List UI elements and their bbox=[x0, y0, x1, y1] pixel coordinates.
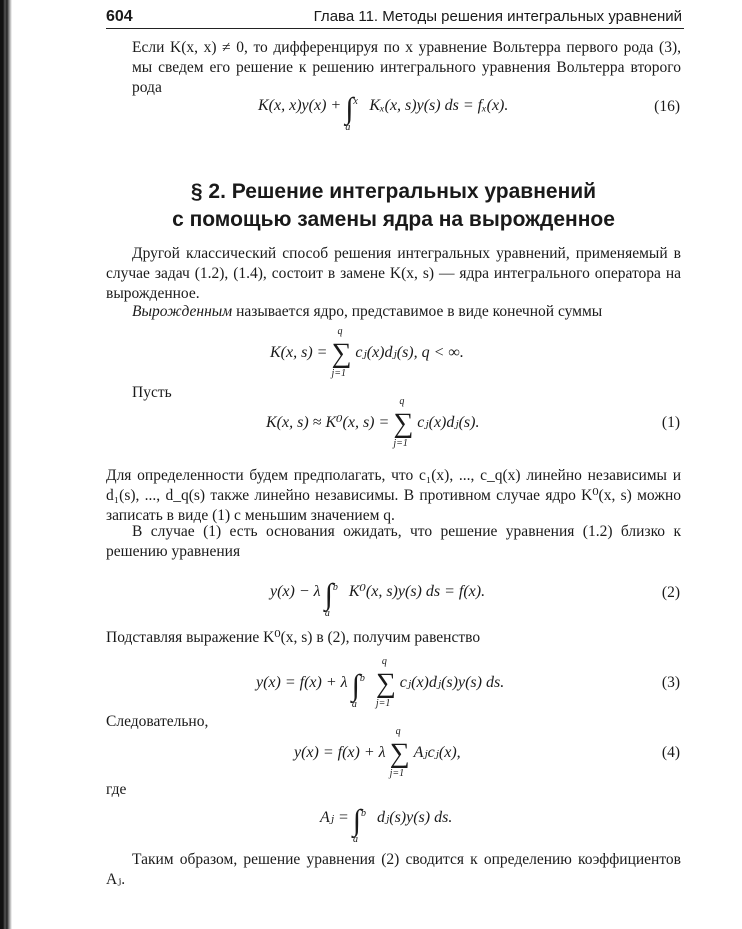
equation-16-right: Kₓ(x, s)y(s) ds = fₓ(x). bbox=[369, 97, 509, 114]
sum-lower-limit: j=1 bbox=[331, 368, 346, 379]
sum-sign: ∑ bbox=[375, 668, 396, 699]
integral-lower-limit: a bbox=[351, 699, 357, 710]
paragraph-1: Другой классический способ решения интегральных уравнений, применяемый в случае задач (1.2), (1.4), состоит в замене K(x, s) — ядра интегрального оператора на вырожденное. bbox=[106, 245, 681, 302]
equation-4 bbox=[294, 726, 461, 779]
sum-lower-limit: j=1 bbox=[375, 698, 391, 709]
equation-2-left: y(x) − λ bbox=[270, 583, 321, 600]
equation-2-right: K⁰(x, s)y(s) ds = f(x). bbox=[348, 583, 486, 600]
integral-upper-limit: b bbox=[332, 582, 338, 593]
paragraph-6: Таким образом, решение уравнения (2) сводится к определению коэффициентов Aⱼ. bbox=[106, 851, 681, 888]
integral-sign: ∫ bbox=[351, 669, 360, 702]
equation-1 bbox=[266, 396, 480, 449]
sum-sign: ∑ bbox=[393, 408, 414, 439]
sum-sign: ∑ bbox=[331, 338, 352, 369]
integral-lower-limit: a bbox=[324, 608, 330, 619]
integral-sign: ∫ bbox=[352, 804, 362, 837]
equation-number-16: (16) bbox=[654, 98, 680, 115]
book-spine-shadow bbox=[0, 0, 12, 929]
equation-1-right: cⱼ(x)dⱼ(s). bbox=[417, 414, 480, 431]
equation-4-left: y(x) = f(x) + λ bbox=[294, 744, 386, 761]
equation-number-3: (3) bbox=[661, 674, 680, 691]
integral-lower-limit: a bbox=[353, 834, 359, 845]
sum-sign: ∑ bbox=[389, 738, 410, 769]
term-degenerate: Вырожденным bbox=[132, 303, 233, 320]
sum-upper-limit: q bbox=[399, 396, 405, 407]
equation-number-1: (1) bbox=[661, 414, 680, 431]
integral-upper-limit: b bbox=[359, 673, 365, 684]
page-number: 604 bbox=[106, 8, 133, 25]
equation-3-left: y(x) = f(x) + λ bbox=[256, 674, 348, 691]
paragraph-4: В случае (1) есть основания ожидать, что решение уравнения (1.2) близко к решению уравнения bbox=[106, 523, 681, 560]
equation-1-left: K(x, s) ≈ K⁰(x, s) = bbox=[266, 414, 390, 431]
equation-a-left: K(x, s) = bbox=[270, 344, 328, 361]
integral-lower-limit: a bbox=[345, 122, 351, 133]
sum-upper-limit: q bbox=[395, 726, 401, 737]
equation-4-right: Aⱼcⱼ(x), bbox=[413, 744, 461, 761]
sum-lower-limit: j=1 bbox=[389, 768, 405, 779]
sum-lower-limit: j=1 bbox=[393, 438, 408, 449]
integral-sign: ∫ bbox=[324, 578, 333, 611]
sum-upper-limit: q bbox=[381, 656, 387, 667]
header-rule bbox=[106, 28, 684, 29]
integral-sign: ∫ bbox=[345, 92, 354, 125]
word-where: где bbox=[106, 781, 127, 798]
sum-upper-limit: q bbox=[337, 326, 343, 337]
paragraph-3: Для определенности будем предполагать, что c₁(x), ..., c_q(x) линейно независимы и d₁(s), ..., d_q(s) также линейно независимы. В противном случае ядро K⁰(x, s) можно записать в виде (1) с меньшим значением q. bbox=[106, 467, 681, 524]
equation-5 bbox=[320, 804, 453, 845]
equation-number-2: (2) bbox=[661, 584, 680, 601]
equation-degenerate-kernel bbox=[270, 326, 464, 379]
word-hence: Следовательно, bbox=[106, 713, 209, 730]
equation-3 bbox=[256, 656, 505, 710]
equation-16-left: K(x, x)y(x) + bbox=[258, 97, 342, 114]
section-title-line2: с помощью замены ядра на вырожденное bbox=[172, 208, 615, 231]
integral-upper-limit: b bbox=[361, 808, 367, 819]
section-title-line1: § 2. Решение интегральных уравнений bbox=[190, 180, 597, 203]
equation-2 bbox=[270, 578, 486, 619]
equation-number-4: (4) bbox=[661, 744, 680, 761]
equation-5-right: dⱼ(s)y(s) ds. bbox=[377, 809, 453, 826]
paragraph-2 bbox=[106, 302, 681, 322]
equation-16 bbox=[258, 92, 509, 133]
paragraph-5: Подставляя выражение K⁰(x, s) в (2), получим равенство bbox=[106, 629, 481, 646]
equation-3-right: cⱼ(x)dⱼ(s)y(s) ds. bbox=[399, 674, 505, 691]
paragraph-2-rest: называется ядро, представимое в виде конечной суммы bbox=[232, 303, 603, 320]
running-title: Глава 11. Методы решения интегральных уравнений bbox=[313, 8, 682, 25]
intro-paragraph: Если K(x, x) ≠ 0, то дифференцируя по x уравнение Вольтерра первого рода (3), мы сведем его решение к решению интегрального уравнения Вольтерра второго рода bbox=[132, 39, 681, 96]
word-let: Пусть bbox=[132, 384, 172, 401]
equation-5-left: Aⱼ = bbox=[320, 809, 349, 826]
integral-upper-limit: x bbox=[353, 96, 358, 107]
equation-a-right: cⱼ(x)dⱼ(s), q < ∞. bbox=[355, 344, 464, 361]
